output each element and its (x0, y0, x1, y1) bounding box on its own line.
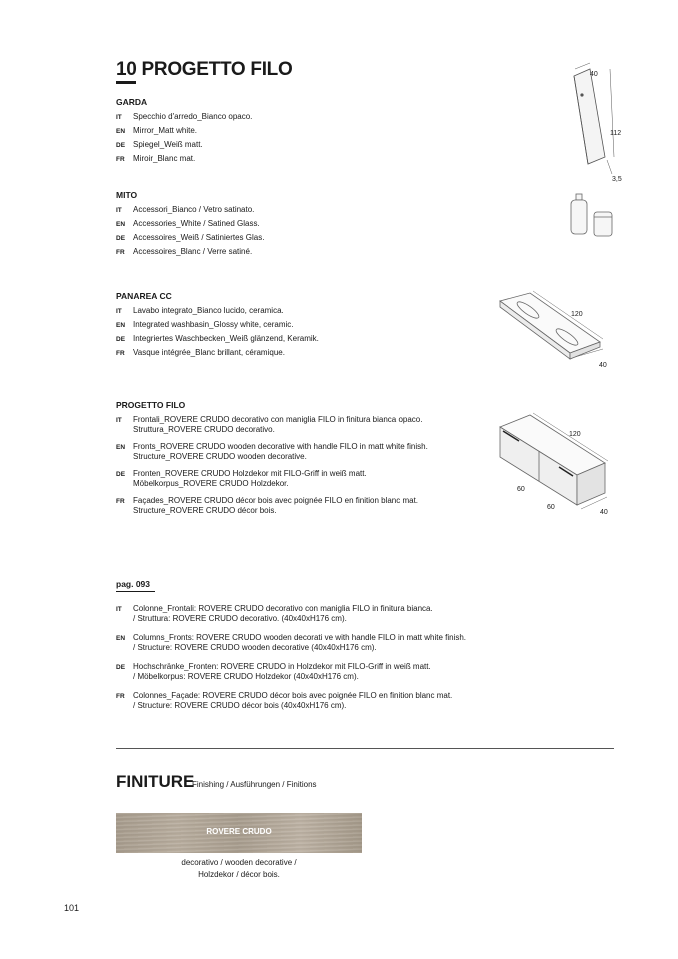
description-line: / Möbelkorpus: ROVERE CRUDO Holzdekor (40x40xH176 cm). (133, 672, 359, 681)
language-code: IT (116, 207, 122, 214)
page-number: 101 (64, 903, 80, 913)
language-code: EN (116, 322, 126, 329)
description-line: Frontali_ROVERE CRUDO decorativo con maniglia FILO in finitura bianca opaco. (133, 415, 423, 424)
description-text (133, 415, 422, 435)
description-line: / Structure: ROVERE CRUDO décor bois (40x40xH176 cm). (133, 701, 347, 710)
language-code: FR (116, 693, 125, 700)
title-name: PROGETTO FILO (141, 59, 293, 80)
description-line: Accessoires_Weiß / Satiniertes Glas. (133, 233, 265, 242)
washbasin-width-label: 120 (571, 311, 583, 318)
language-code: IT (116, 417, 122, 424)
language-code: FR (116, 350, 125, 357)
description-text (133, 219, 260, 229)
mirror-height-label: 112 (610, 130, 622, 137)
description-line: Fronts_ROVERE CRUDO wooden decorative with handle FILO in matt white finish. (133, 442, 428, 451)
language-code: DE (116, 336, 126, 343)
description-line: Möbelkorpus_ROVERE CRUDO Holzdekor. (133, 479, 289, 488)
description-line: Façades_ROVERE CRUDO décor bois avec poignée FILO en finition blanc mat. (133, 496, 419, 505)
depth-dim-line (607, 160, 612, 174)
section-heading: PROGETTO FILO (116, 400, 186, 410)
description-text (133, 469, 367, 489)
mirror-width-label: 40 (590, 71, 598, 78)
cabinet-depth-label: 40 (600, 509, 608, 516)
description-line: Colonnes_Façade: ROVERE CRUDO décor bois avec poignée FILO en finition blanc mat. (133, 691, 453, 700)
language-code: FR (116, 249, 125, 256)
description-line: Structure_ROVERE CRUDO wooden decorative. (133, 452, 307, 461)
description-text (133, 140, 203, 150)
description-line: Structure_ROVERE CRUDO décor bois. (133, 506, 277, 515)
language-code: DE (116, 142, 126, 149)
washbasin-depth-label: 40 (599, 362, 607, 369)
language-code: EN (116, 128, 126, 135)
title-number: 10 (116, 59, 137, 80)
dispenser-pump (576, 194, 582, 200)
finish-caption-line-2: Holzdekor / décor bois. (198, 870, 280, 879)
description-line: Hochschränke_Fronten: ROVERE CRUDO in Holzdekor mit FILO-Griff in weiß matt. (133, 662, 431, 671)
description-text (133, 320, 294, 330)
section-heading: GARDA (116, 97, 148, 107)
description-line: Integrated washbasin_Glossy white, ceramic. (133, 320, 294, 329)
finish-caption (116, 857, 362, 881)
cabinet-width-label: 120 (569, 431, 581, 438)
language-code: FR (116, 156, 125, 163)
washbasin-drawing (495, 287, 615, 371)
description-text (133, 154, 195, 164)
description-text (133, 348, 285, 358)
description-line: Accessoires_Blanc / Verre satiné. (133, 247, 253, 256)
description-line: Mirror_Matt white. (133, 126, 198, 135)
description-line: Accessori_Bianco / Vetro satinato. (133, 205, 255, 214)
width-dim-line (575, 63, 590, 69)
description-text (133, 662, 431, 682)
tumbler (594, 212, 612, 236)
accessories-drawing (564, 192, 620, 244)
finish-caption-line-1: decorativo / wooden decorative / (181, 858, 297, 867)
cabinet-right-label: 60 (547, 504, 555, 511)
language-code: DE (116, 664, 126, 671)
description-line: Colonne_Frontali: ROVERE CRUDO decorativo con maniglia FILO in finitura bianca. (133, 604, 433, 613)
description-line: Spiegel_Weiß matt. (133, 140, 203, 149)
language-code: EN (116, 221, 126, 228)
page-reference-underline (116, 591, 155, 592)
description-text (133, 126, 197, 136)
page-reference: pag. 093 (116, 579, 151, 589)
language-code: DE (116, 235, 126, 242)
description-line: Lavabo integrato_Bianco lucido, ceramica. (133, 306, 284, 315)
description-text (133, 334, 319, 344)
height-dim-line (610, 69, 614, 157)
page-title (116, 59, 292, 81)
cabinet-drawing (495, 405, 615, 525)
language-code: IT (116, 308, 122, 315)
description-line: Miroir_Blanc mat. (133, 154, 196, 163)
section-heading: MITO (116, 190, 138, 200)
description-line: Integriertes Waschbecken_Weiß glänzend, Keramik. (133, 334, 319, 343)
description-text (133, 633, 466, 653)
description-text (133, 233, 264, 243)
language-code: DE (116, 471, 126, 478)
description-line: Specchio d'arredo_Bianco opaco. (133, 112, 253, 121)
description-text (133, 496, 418, 516)
description-text (133, 112, 252, 122)
description-text (133, 604, 433, 624)
description-line: / Struttura: ROVERE CRUDO decorativo. (40x40xH176 cm). (133, 614, 347, 623)
description-line: Fronten_ROVERE CRUDO Holzdekor mit FILO-Griff in weiß matt. (133, 469, 367, 478)
description-line: Accessories_White / Satined Glass. (133, 219, 260, 228)
finishes-title: FINITURE (116, 772, 195, 791)
language-code: IT (116, 114, 122, 121)
description-line: Struttura_ROVERE CRUDO decorativo. (133, 425, 275, 434)
mirror-depth-label: 3,5 (612, 176, 622, 183)
language-code: FR (116, 498, 125, 505)
finishes-subtitle: Finishing / Ausführungen / Finitions (192, 780, 317, 789)
description-line: Columns_Fronts: ROVERE CRUDO wooden decorati ve with handle FILO in matt white finish. (133, 633, 467, 642)
description-line: / Structure: ROVERE CRUDO wooden decorative (40x40xH176 cm). (133, 643, 377, 652)
soap-dispenser (571, 200, 587, 234)
language-code: EN (116, 444, 126, 451)
description-text (133, 205, 254, 215)
description-text (133, 247, 252, 257)
description-text (133, 691, 452, 711)
cabinet-left-label: 60 (517, 486, 525, 493)
language-code: EN (116, 635, 126, 642)
mirror-mount (581, 94, 583, 96)
description-text (133, 306, 284, 316)
title-underline (116, 81, 136, 84)
language-code: IT (116, 606, 122, 613)
mirror-drawing (560, 62, 640, 186)
section-heading: PANAREA CC (116, 291, 172, 301)
swatch-label: ROVERE CRUDO (206, 827, 272, 836)
rovere-crudo-swatch (116, 813, 362, 853)
section-divider (116, 748, 614, 749)
mirror-panel (574, 69, 605, 164)
description-text (133, 442, 428, 462)
description-line: Vasque intégrée_Blanc brillant, céramique. (133, 348, 285, 357)
